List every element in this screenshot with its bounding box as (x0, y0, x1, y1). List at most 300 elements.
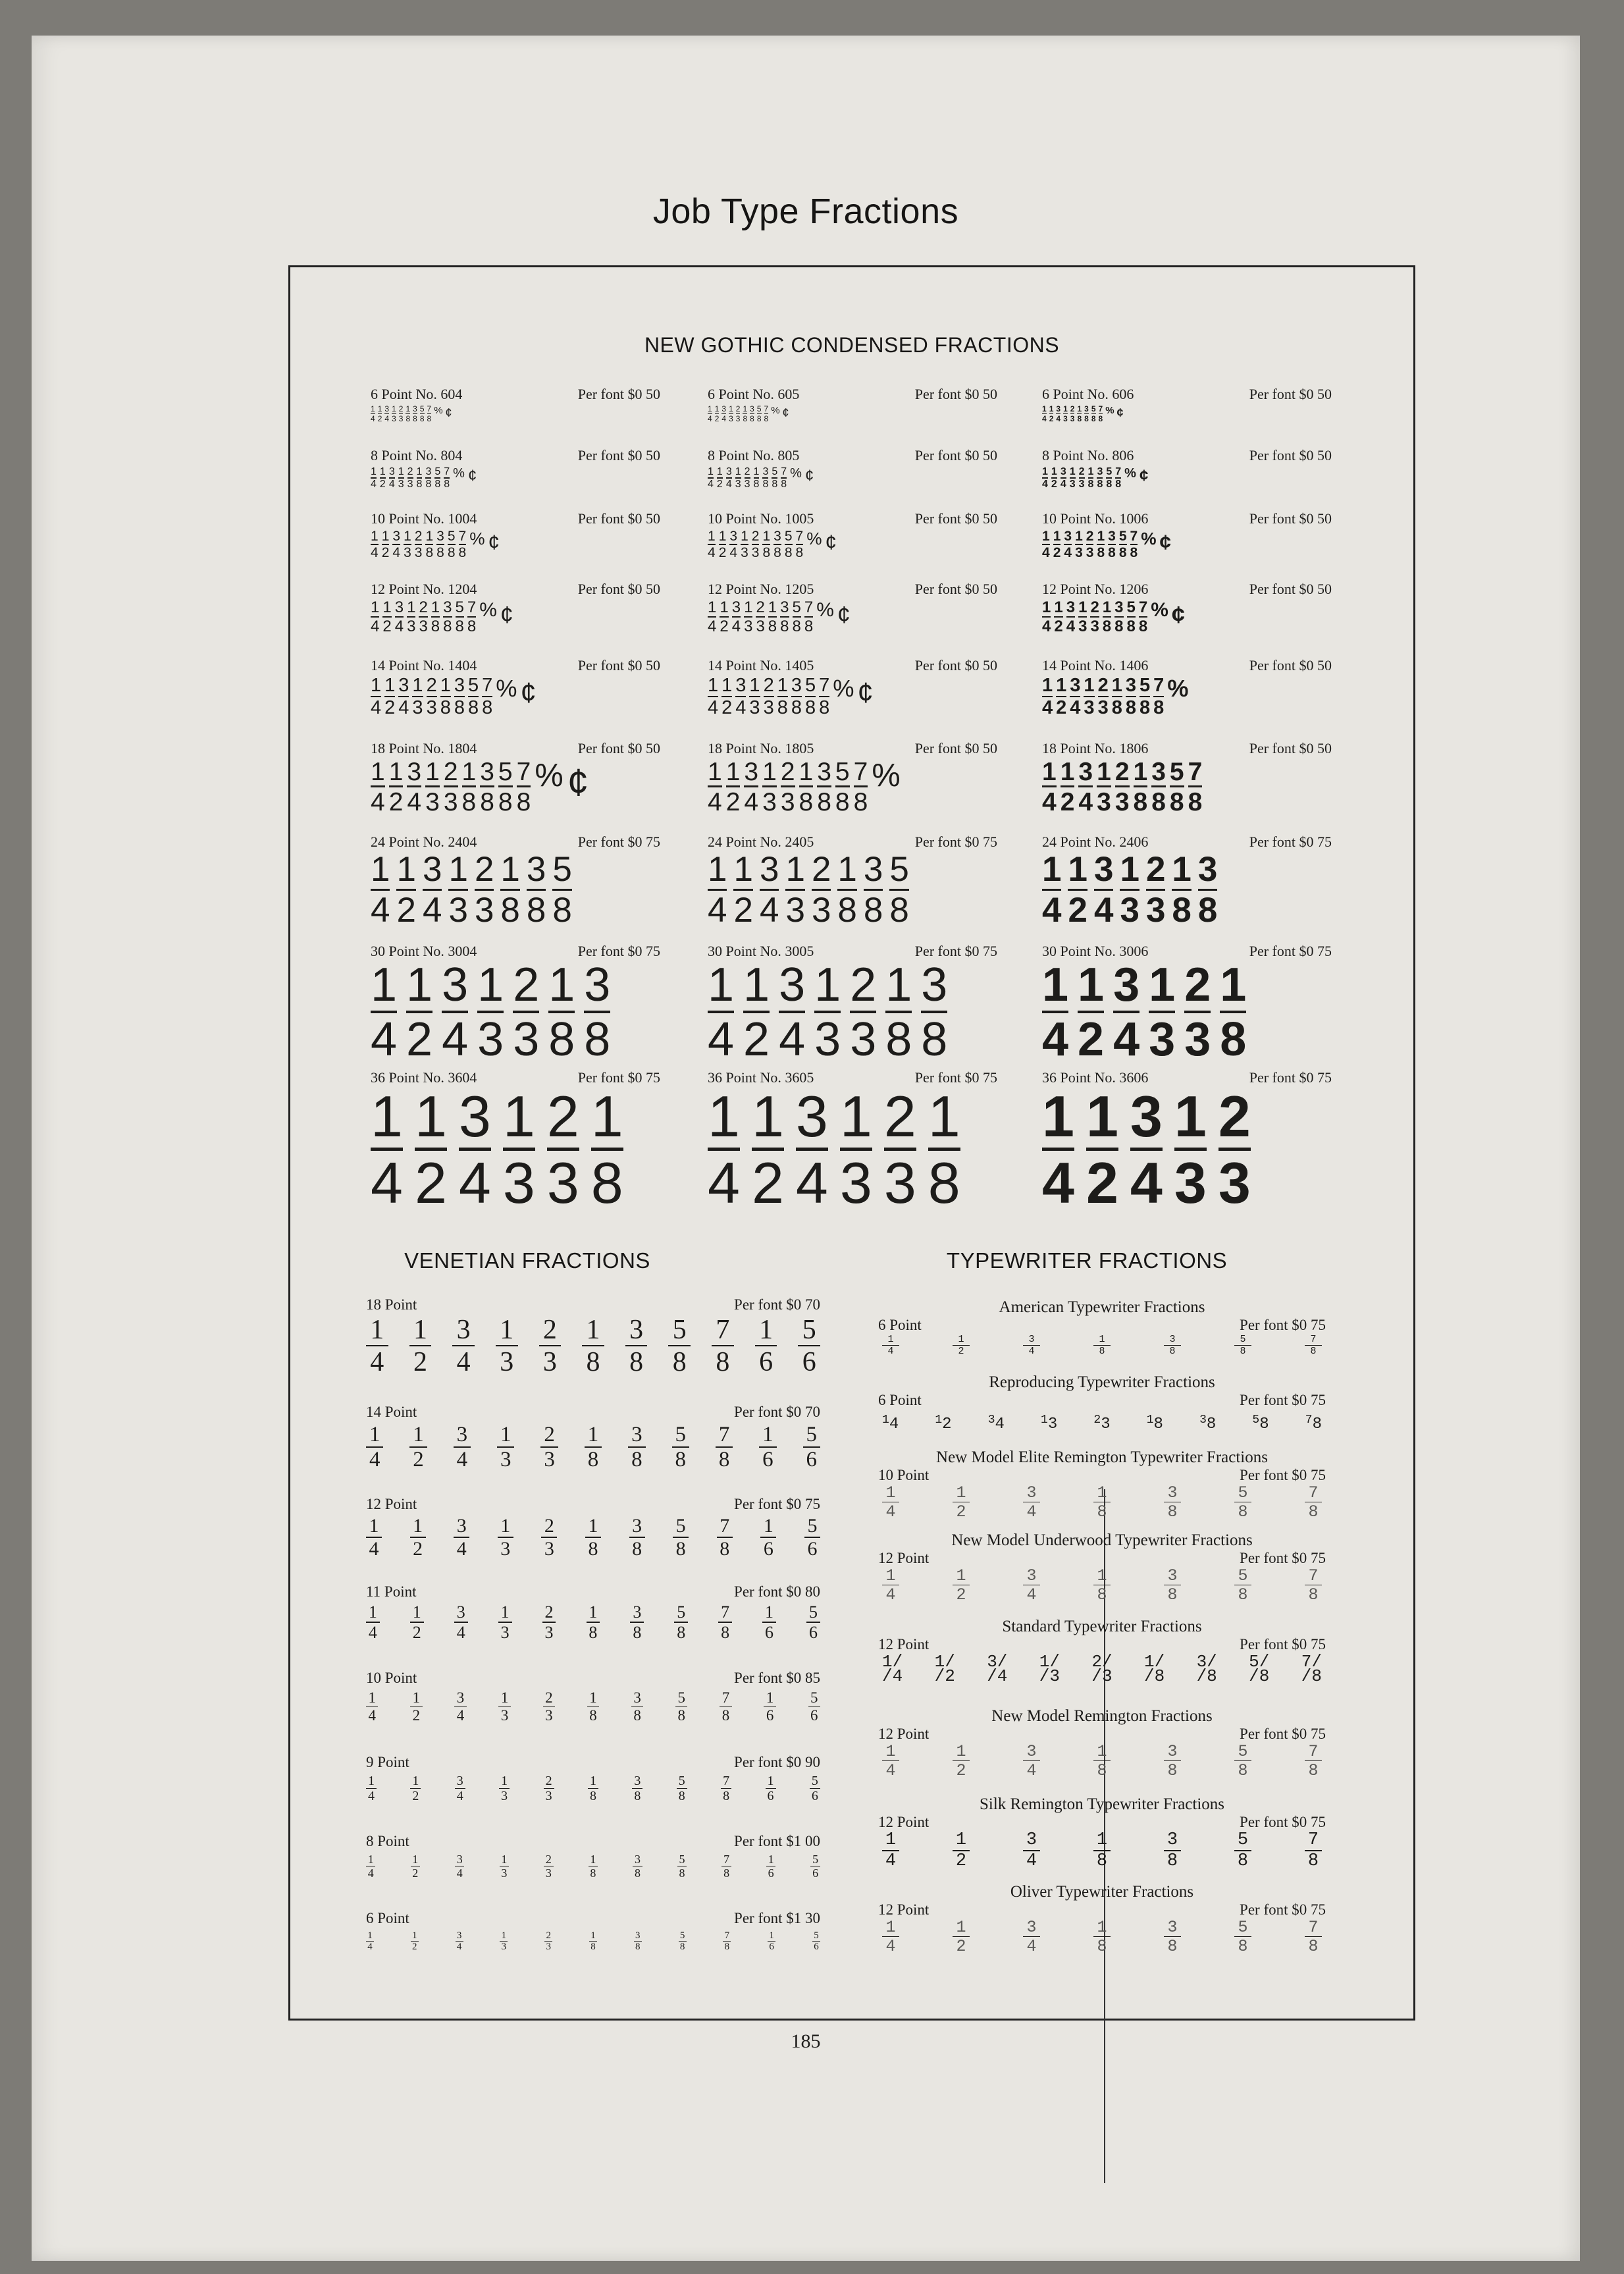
numerator: 2 (426, 675, 437, 696)
block-header (1042, 740, 1332, 760)
denominator: 3 (412, 697, 423, 719)
denominator: 4 (1060, 479, 1066, 490)
fraction-bar (1170, 785, 1184, 787)
fraction-row (1042, 406, 1332, 423)
numerator: 1 (500, 1689, 509, 1706)
denominator: 6 (768, 1866, 774, 1880)
fraction-row (708, 850, 997, 930)
font-block-18pt-3 (1042, 740, 1332, 831)
denominator: 3 (735, 479, 741, 490)
denominator: 3 (1114, 787, 1130, 816)
denominator: 3 (407, 617, 416, 635)
denominator: 3 (443, 787, 458, 816)
font-price: Per font $0 50 (577, 447, 660, 463)
numerator: 3 (1167, 1483, 1178, 1502)
denominator: 4 (456, 1538, 467, 1560)
denominator: 8 (1098, 413, 1103, 423)
fraction (1234, 1335, 1251, 1356)
denominator: 8 (921, 1013, 948, 1067)
typewriter-name: Reproducing Typewriter Fractions (989, 1373, 1215, 1391)
numerator: 5 (678, 1774, 685, 1788)
fraction (544, 1775, 554, 1803)
numerator: 3 (436, 529, 444, 544)
denominator: 4 (1042, 697, 1053, 719)
fraction (1130, 1084, 1163, 1216)
fraction (817, 760, 831, 815)
fraction (1063, 406, 1068, 423)
font-label: 36 Point No. 3606 (1042, 1069, 1149, 1086)
font-label: 18 Point No. 1804 (371, 740, 477, 756)
percent-sign: % (479, 599, 497, 621)
denominator: 8 (1172, 890, 1192, 930)
denominator: 4 (371, 697, 382, 719)
fraction-bar (425, 785, 440, 787)
denominator: 4 (1056, 413, 1061, 423)
fraction (805, 677, 816, 718)
denominator: 2 (718, 545, 727, 561)
fraction-bar (1115, 785, 1130, 787)
fraction (1042, 530, 1050, 560)
numerator: 7 (716, 1315, 730, 1345)
numerator: 1 (725, 758, 741, 786)
fraction (1174, 1084, 1207, 1216)
denominator: 8 (1308, 1502, 1319, 1521)
denominator: 2 (412, 1622, 421, 1642)
fraction (882, 1414, 899, 1433)
numerator: 1 (1097, 758, 1111, 786)
fraction (633, 1854, 642, 1879)
denominator: 4 (885, 1851, 897, 1871)
fraction (882, 1335, 899, 1356)
percent-sign: % (535, 758, 563, 793)
denominator: 4 (369, 1538, 379, 1560)
denominator: 8 (1308, 1585, 1319, 1604)
numerator: 1 (956, 1566, 966, 1585)
denominator: 3 (419, 617, 428, 635)
denominator: 2 (384, 697, 396, 719)
denominator: 8 (1118, 545, 1127, 561)
fraction (380, 467, 386, 490)
numerator: 5 (419, 404, 425, 413)
denominator: 6 (807, 1538, 818, 1560)
numerator: 3 (1056, 404, 1061, 413)
denominator: 8 (1238, 1585, 1248, 1604)
fraction-row (371, 850, 660, 930)
font-price: Per font $0 50 (914, 447, 997, 463)
numerator: 1 (590, 1853, 596, 1866)
fraction (587, 1604, 600, 1641)
denominator: 3 (513, 1013, 540, 1067)
numerator: 3 (454, 675, 465, 696)
font-price: Per font $0 50 (1249, 386, 1332, 402)
fraction (766, 1854, 775, 1879)
fraction (757, 406, 762, 423)
denominator: 2 (1053, 545, 1061, 561)
font-block-30pt-1 (371, 943, 660, 1088)
fraction-row (371, 406, 660, 423)
fraction (953, 1485, 970, 1520)
fraction (1106, 467, 1112, 490)
fraction (411, 1854, 420, 1879)
numerator: 3 (750, 404, 754, 413)
denominator: 8 (436, 545, 444, 561)
denominator: 4 (1042, 1150, 1074, 1216)
denominator: 8 (588, 1538, 598, 1560)
numerator: 1 (370, 1315, 384, 1345)
fraction (389, 467, 395, 490)
numerator: 1 (413, 1315, 427, 1345)
typewriter-block-1 (878, 1298, 1326, 1381)
font-label: 10 Point No. 1005 (708, 510, 814, 527)
fraction (1077, 406, 1082, 423)
denominator: 8 (762, 479, 769, 490)
numerator: 1 (431, 598, 440, 616)
cent-sign: ¢ (837, 600, 851, 628)
font-price: Per font $0 75 (1240, 1726, 1326, 1742)
fraction (396, 850, 416, 930)
numerator: 5 (679, 1853, 685, 1866)
typewriter-name: American Typewriter Fractions (999, 1298, 1205, 1316)
numerator: 3 (634, 1853, 641, 1866)
fraction (729, 530, 737, 560)
fraction (953, 1335, 970, 1356)
fraction (839, 1084, 872, 1216)
numerator: 7 (720, 1515, 730, 1537)
fraction (427, 406, 432, 423)
numerator: 1 (708, 850, 727, 889)
fraction (544, 1854, 553, 1879)
numerator: 3 (384, 404, 390, 413)
numerator: 3 (1166, 1830, 1178, 1850)
fraction (382, 600, 391, 635)
numerator: 1 (587, 1423, 599, 1446)
fraction (634, 1931, 642, 1952)
denominator: 8 (743, 413, 748, 423)
fraction (772, 467, 777, 490)
numerator: 1 (1097, 529, 1105, 544)
numerator: 1 (1097, 1918, 1107, 1937)
denominator: 4 (708, 617, 717, 635)
denominator: 4 (1028, 1346, 1035, 1358)
font-price: Per font $0 80 (734, 1583, 820, 1600)
cent-sign: ¢ (1171, 600, 1185, 628)
numerator: 3 (456, 1774, 463, 1788)
fraction (882, 1920, 899, 1955)
denominator: /8 (1301, 1666, 1322, 1687)
numerator: 1 (743, 404, 748, 413)
block-header (371, 510, 660, 530)
percent-sign: % (1167, 675, 1189, 702)
fraction (803, 1425, 820, 1471)
fraction (366, 1775, 377, 1803)
fraction (672, 1425, 689, 1471)
numerator: 3 (458, 1084, 491, 1149)
denominator: 3 (744, 617, 753, 635)
fraction (781, 467, 787, 490)
denominator: 4 (371, 1013, 398, 1067)
font-label: 18 Point (366, 1296, 417, 1313)
fraction (741, 530, 748, 560)
denominator: 8 (721, 1622, 730, 1642)
denominator: 4 (458, 1150, 491, 1216)
denominator: 8 (1097, 479, 1103, 490)
fraction (882, 1744, 899, 1779)
font-label: 12 Point (366, 1496, 417, 1512)
fraction (406, 959, 433, 1067)
fraction (366, 1317, 388, 1376)
fraction (1088, 467, 1094, 490)
numerator: 7 (444, 466, 450, 477)
numerator: 3 (425, 466, 432, 477)
denominator: 4 (779, 1013, 806, 1067)
fraction (582, 1317, 604, 1376)
denominator: 4 (759, 890, 779, 930)
denominator: 8 (406, 413, 411, 423)
percent-sign: % (790, 466, 802, 481)
fraction (934, 1652, 955, 1687)
fraction (399, 406, 404, 423)
fraction (1172, 850, 1192, 930)
numerator: 3 (773, 529, 781, 544)
numerator: 5 (672, 1315, 687, 1345)
numerator: 1 (500, 1315, 514, 1345)
fraction-row (708, 760, 997, 815)
fraction (1070, 677, 1080, 718)
numerator: 1 (708, 466, 714, 477)
fraction (467, 600, 476, 635)
numerator: 5 (1238, 1566, 1248, 1585)
font-block-6pt-3 (1042, 386, 1332, 432)
denominator: 8 (1308, 1936, 1319, 1956)
denominator: 2 (956, 1936, 966, 1956)
numerator: 1 (1042, 850, 1062, 889)
fraction (440, 677, 451, 718)
numerator: 1 (1060, 758, 1075, 786)
fraction (1093, 1414, 1110, 1433)
fraction-row (878, 1485, 1326, 1520)
fraction (1305, 1414, 1322, 1433)
fraction (1164, 1920, 1181, 1955)
fraction (1079, 467, 1085, 490)
numerator: 3 (1130, 1084, 1163, 1149)
numerator: 7 (723, 1774, 730, 1788)
numerator: 1 (406, 404, 411, 413)
denominator: 4 (708, 479, 714, 490)
numerator: 3 (795, 1084, 828, 1149)
denominator: 4 (1026, 1502, 1037, 1521)
fraction (1305, 1744, 1322, 1779)
fraction (779, 959, 806, 1067)
fraction (1218, 1084, 1251, 1216)
fraction (371, 1084, 403, 1216)
numerator: 1 (708, 675, 719, 696)
numerator: 1 (501, 1774, 508, 1788)
fraction (953, 1832, 970, 1870)
denominator: 3 (546, 1150, 579, 1216)
numerator: 3 (443, 598, 452, 616)
denominator: 4 (1093, 890, 1114, 930)
denominator: 6 (759, 1346, 773, 1377)
denominator: 8 (454, 697, 465, 719)
numerator: 2 (544, 1515, 554, 1537)
fraction (588, 1775, 598, 1803)
denominator: 3 (501, 1789, 508, 1804)
denominator: 8 (634, 1866, 641, 1880)
font-price: Per font $1 00 (734, 1833, 820, 1849)
venetian-block-7 (366, 1833, 820, 1889)
denominator: 3 (500, 1346, 514, 1377)
denominator: 4 (370, 1346, 384, 1377)
fraction (482, 677, 492, 718)
fraction (371, 677, 381, 718)
fraction (677, 1775, 687, 1803)
fraction (589, 1931, 597, 1952)
denominator: 8 (1220, 1013, 1247, 1067)
denominator: 8 (1169, 787, 1184, 816)
fraction (407, 467, 413, 490)
denominator: 8 (885, 1013, 912, 1067)
cent-sign: ¢ (1139, 467, 1149, 485)
denominator: 8 (633, 1706, 641, 1724)
cent-sign: ¢ (488, 530, 500, 554)
fraction (1143, 1652, 1165, 1687)
block-header (1042, 386, 1332, 406)
numerator: 2 (545, 1853, 552, 1866)
numerator: 3 (1078, 758, 1093, 786)
font-price: Per font $0 75 (577, 833, 660, 850)
fraction-bar (799, 785, 814, 787)
cent-sign: ¢ (804, 467, 814, 485)
numerator: 1 (1097, 1566, 1107, 1585)
numerator: 1 (371, 598, 380, 616)
denominator: 4 (885, 1936, 896, 1956)
numerator: 1 (1096, 1830, 1108, 1850)
block-header (371, 740, 660, 760)
font-label: 14 Point (366, 1404, 417, 1420)
numerator: 1 (1041, 1414, 1048, 1427)
numerator: 1 (708, 959, 735, 1011)
denominator: 8 (443, 617, 452, 635)
font-price: Per font $0 50 (1249, 657, 1332, 674)
denominator: 4 (1042, 890, 1062, 930)
denominator: 8 (928, 1150, 960, 1216)
fraction (988, 1414, 1005, 1433)
venetian-block-3 (366, 1496, 820, 1572)
typewriter-name: Oliver Typewriter Fractions (1010, 1883, 1194, 1901)
denominator: 4 (885, 1502, 896, 1521)
numerator: 1 (412, 1774, 419, 1788)
numerator: 2 (850, 959, 877, 1011)
percent-sign: % (434, 405, 443, 416)
fraction (1053, 530, 1061, 560)
fraction (708, 760, 722, 815)
fraction (498, 1691, 510, 1723)
numerator: 3 (1060, 466, 1066, 477)
typewriter-name: Silk Remington Typewriter Fractions (979, 1795, 1225, 1813)
numerator: 1 (1099, 1334, 1105, 1345)
fraction (404, 530, 411, 560)
denominator: 8 (1238, 1502, 1248, 1521)
fraction (371, 850, 390, 930)
numerator: 1 (1097, 1742, 1107, 1761)
percent-sign: % (833, 675, 854, 702)
fraction (732, 600, 741, 635)
numerator: 3/ (987, 1652, 1008, 1672)
fraction (1108, 530, 1116, 560)
fraction (810, 1775, 820, 1803)
fraction (736, 406, 741, 423)
numerator: 1 (887, 1334, 894, 1345)
fraction (417, 467, 423, 490)
fraction (835, 760, 850, 815)
font-block-36pt-1 (371, 1069, 660, 1240)
numerator: 1 (768, 1853, 774, 1866)
denominator: 8 (1167, 1585, 1178, 1604)
fraction (1196, 1652, 1217, 1687)
numerator: 3 (634, 1774, 641, 1788)
denominator: 8 (1167, 1502, 1178, 1521)
fraction (882, 1652, 903, 1687)
denominator: 8 (1138, 617, 1148, 635)
denominator: 2 (377, 413, 382, 423)
denominator: 4 (407, 787, 422, 816)
typewriter-block-4 (878, 1531, 1326, 1614)
numerator: 3 (1125, 675, 1136, 696)
numerator: 1 (369, 1515, 379, 1537)
numerator: 1 (1042, 404, 1047, 413)
denominator: 8 (631, 1448, 642, 1472)
percent-sign: % (469, 529, 485, 548)
numerator: 1 (1056, 675, 1067, 696)
numerator: 1 (398, 466, 404, 477)
fraction (398, 677, 409, 718)
denominator: 3 (1218, 1150, 1251, 1216)
numerator: 1 (412, 1602, 421, 1622)
numerator: 1 (708, 758, 722, 786)
denominator: 3 (500, 1706, 509, 1724)
numerator: 1 (477, 959, 504, 1011)
numerator: 3 (413, 404, 417, 413)
fraction (795, 1084, 828, 1216)
numerator: 3 (1113, 959, 1140, 1011)
fraction (587, 1691, 599, 1723)
fraction (708, 467, 714, 490)
fraction (1093, 850, 1114, 930)
fraction (500, 850, 520, 930)
numerator: 3 (780, 598, 789, 616)
numerator: 3 (1097, 466, 1103, 477)
denominator: 3 (545, 1706, 553, 1724)
numerator: 1 (548, 959, 575, 1011)
numerator: 1 (768, 598, 777, 616)
fraction (798, 1317, 820, 1376)
numerator: 3 (632, 1515, 642, 1537)
typewriter-block-3 (878, 1448, 1326, 1531)
denominator: 3 (735, 413, 741, 423)
denominator: 4 (1066, 617, 1076, 635)
denominator: 8 (1084, 413, 1089, 423)
typewriter-block-2 (878, 1373, 1326, 1456)
denominator: 8 (1111, 697, 1122, 719)
numerator: 1 (1042, 959, 1069, 1011)
fraction-bar (1188, 785, 1203, 787)
fraction-row (878, 1335, 1326, 1356)
numerator: 1 (708, 598, 717, 616)
fraction (1130, 530, 1138, 560)
fraction (412, 677, 423, 718)
cent-sign: ¢ (857, 677, 874, 710)
fraction (1234, 1920, 1251, 1955)
